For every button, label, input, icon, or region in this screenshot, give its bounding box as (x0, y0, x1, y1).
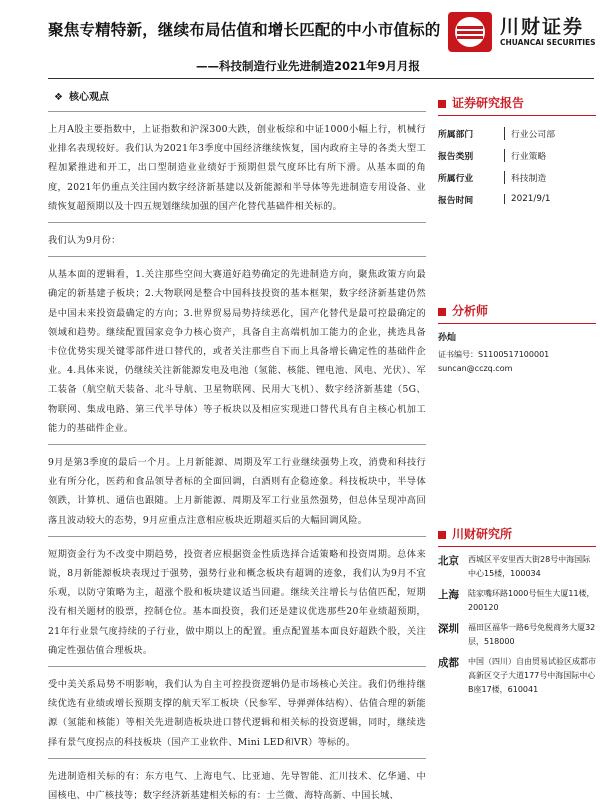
report-type-head: 证券研究报告 (438, 94, 596, 111)
paragraph-divider (48, 536, 426, 537)
header-divider (48, 78, 594, 79)
section-head-label: 核心观点 (68, 92, 109, 103)
analyst-certificate: 证书编号：S1100517100001 (438, 350, 550, 359)
info-row: 所属部门 行业公司部 (438, 122, 596, 144)
institute-head: 川财研究所 (438, 525, 596, 542)
logo-name: 川财证券 (500, 16, 585, 38)
paragraph-2: 我们认为9月份： (48, 235, 121, 247)
red-square-icon (438, 100, 446, 108)
section-divider (48, 111, 426, 112)
paragraph-4: 9月是第3季度的最后一个月。上月新能源、周期及军工行业继续强势上攻，消费和科技行业有所分化，医药和食品领导者标的全面回调，白酒则有企稳迹象。科技板块中，半导体领跌，计算机、通信也跟随。上月新能源、周期及军工行业虽然强势，但总体呈现冲高回落且波动较大的态势，9月应重点注意相应板块近期超买后的大幅回调风险。 (48, 457, 426, 526)
logo-english-name: CHUANCAI SECURITIES (500, 38, 596, 47)
paragraph-divider (48, 222, 426, 223)
sidebar-divider (438, 115, 596, 116)
paragraph-7: 先进制造相关标的有：东方电气、上海电气、比亚迪、先导智能、汇川技术、亿华通、中国核电、中广核技等；数字经济新基建相关标的有：士兰微、海特高新、中国长城、 (48, 770, 426, 802)
report-title: 聚焦专精特新，继续布局估值和增长匹配的中小市值标的 (48, 21, 441, 39)
sidebar-divider (438, 546, 596, 547)
paragraph-6: 受中美关系局势不明影响，我们认为自主可控投资逻辑仍是市场核心关注。我们仍维持继续优选有业绩或增长预期支撑的航天军工板块（民参军、导弹弹体结构）、估值合理的新能源（氢能和核能）等相关先进制造板块进口替代逻辑和相关标的投资逻辑，同时，继续选择有景气度拐点的科技板块（国产工业软件、Mini LED和VR）等标的。 (48, 679, 426, 748)
address-row: 深圳 福田区福华一路6号免税商务大厦32层，518000 (438, 623, 596, 646)
report-subtitle: ——科技制造行业先进制造2021年9月月报 (195, 59, 420, 73)
address-row: 北京 西城区平安里西大街28号中海国际中心15楼，100034 (438, 555, 591, 578)
paragraph-divider (48, 758, 426, 759)
sidebar-divider (438, 323, 596, 324)
address-row: 上海 陆家嘴环路1000号恒生大厦11楼，200120 (438, 589, 595, 612)
report-header (0, 0, 600, 78)
red-square-icon (438, 531, 446, 539)
main-content (48, 88, 426, 809)
analyst-name: 孙灿 (438, 333, 457, 343)
paragraph-3: 从基本面的逻辑看，1.关注那些空间大赛道好趋势确定的先进制造方向，聚焦政策方向最确定的新基建子板块；2.大物联网是整合中国科技投资的基本框架，数字经济新基建仍然是中国未来投资最确定的方向；3.世界贸易局势持续恶化，国产化替代是最可控最确定的领域和趋势。继续配置国家竞争力核心资产，具备自主高端机加工能力的企业，挑选具备卡位优势实现关键零部件进口替代的，或者关注那些自下而上具备增长确定性的基础件企业。4.具体来说，仍继续关注新能源发电及电池（氢能、核能、锂电池、风电、光伏）、军工装备（航空航天装备、北斗导航、卫星物联网、民用大飞机）、数字经济新基建（5G、物联网、集成电路、第三代半导体）等子板块以及相应实现进口替代具有自主核心机加工能力的基础件企业。 (48, 269, 426, 434)
info-row: 报告时间 2021/9/1 (438, 194, 551, 206)
analyst-head: 分析师 (438, 302, 596, 319)
paragraph-5: 短期资金行为不改变中期趋势，投资者应根据资金性质选择合适策略和投资周期。总体来说，8月新能源板块表现过于强势，强势行业和概念板块有超调的迹象，我们认为9月不宜乐观，以防守策略为主，超涨个股和板块建议适当回避。继续关注增长与估值匹配，短期没有相关题材的股票，控制仓位。基本面投资，我们还是建议优选那些20年业绩超预期，21年行业景气度持续的子行业，做中期以上的配置。重点配置基本面良好超跌个股，关注确定性强估值合理板块。 (48, 548, 426, 656)
company-logo (448, 10, 596, 56)
section-core-views (48, 88, 426, 103)
paragraph-divider (48, 256, 426, 257)
sidebar (438, 94, 596, 703)
address-row: 成都 中国（四川）自由贸易试验区成都市高新区交子大道177号中海国际中心B座17楼，610041 (438, 657, 596, 694)
analyst-email[interactable]: suncan@cczq.com (438, 364, 513, 373)
paragraph-divider (48, 666, 426, 667)
info-row: 所属行业 科技制造 (438, 166, 596, 188)
chuancai-logo-icon (448, 12, 492, 52)
diamond-bullet-icon: ❖ (54, 92, 63, 103)
red-square-icon (438, 308, 446, 316)
info-row: 报告类别 行业策略 (438, 144, 596, 166)
paragraph-divider (48, 444, 426, 445)
paragraph-1: 上月A股主要指数中，上证指数和沪深300大跌，创业板综和中证1000小幅上行，机械行业排名表现较好。我们认为2021年3季度中国经济继续恢复，国内政府主导的各类大型工程加紧推进和开工，出口型制造业业绩好于预期但景气度环比有所下滑。从基本面的角度，2021年仍重点关注国内数字经济新基建以及新能源和半导体等先进制造专用设备、业绩恢复超预期以及十四五规划继续加强的国产化替代基础件相关标的。 (48, 124, 426, 212)
